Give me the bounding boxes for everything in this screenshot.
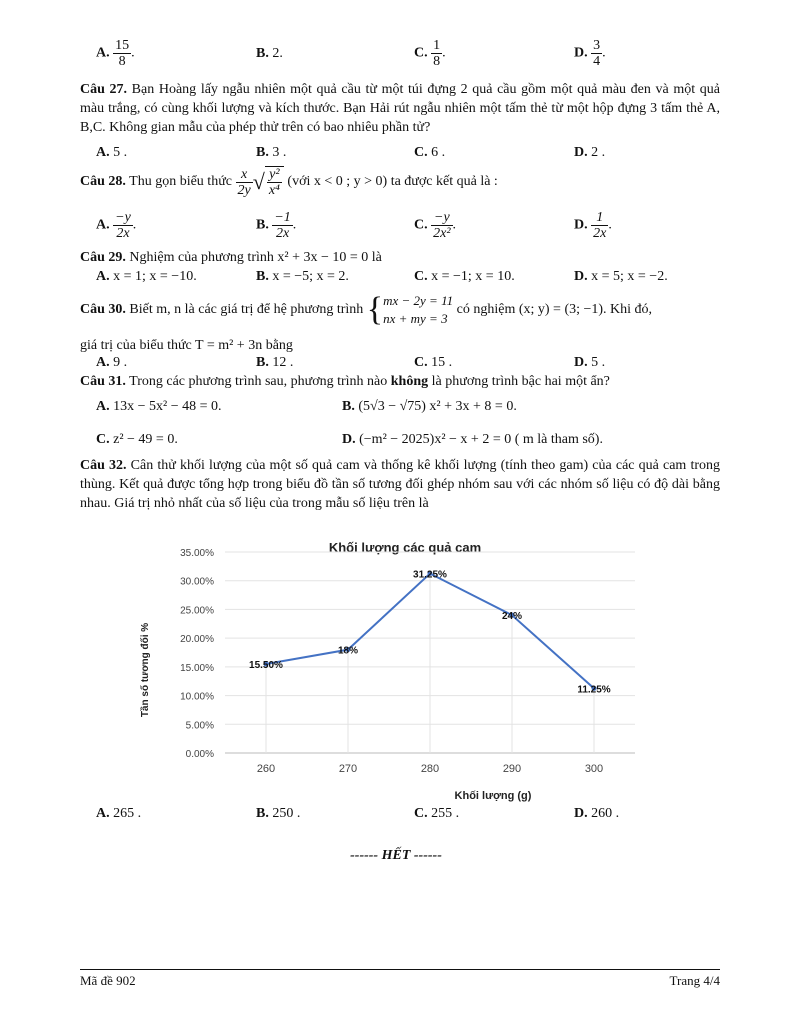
chart-xtick: 260	[256, 763, 276, 775]
end-marker: ------ HẾT ------	[350, 848, 442, 863]
chart-data-label: 24%	[501, 611, 523, 623]
chart-ytick: 15.00%	[180, 662, 214, 674]
q28-option-c: C. $\frac{-y}{\text{2x²}}$ .	[414, 210, 457, 241]
q28-option-d: D. $\frac{1}{2x}$ .	[574, 210, 612, 241]
chart-data-label: 15.50%	[249, 659, 283, 671]
q28-option-a: A. $\frac{-y}{2x}$ .	[96, 210, 137, 241]
q29-option-d: D. x = 5; x = −2.	[574, 269, 668, 284]
q31-option-d: D. (−m² − 2025)x² − x + 2 = 0 ( m là tham số).	[342, 432, 603, 447]
q26-option-d: D. $\frac{3}{4}$ .	[574, 38, 606, 69]
chart-ylabel: Tần số tương đối %	[140, 622, 151, 718]
chart-xlabel: Khối lượng (g)	[454, 790, 532, 802]
q31-option-c: C. z² − 49 = 0.	[96, 432, 178, 447]
q32-option-d: D. 260 .	[574, 806, 620, 821]
footer-page: Trang 4/4	[669, 973, 720, 988]
chart-data-label: 31.25%	[413, 569, 447, 581]
q26-option-c: C. $\frac{1}{8}$ .	[414, 38, 446, 69]
chart-xtick: 290	[502, 763, 522, 775]
q30-option-c: C. 15 .	[414, 355, 453, 370]
q29-option-a: A. x = 1; x = −10.	[96, 269, 197, 284]
chart-ytick: 5.00%	[185, 720, 214, 732]
q31-option-a: A. 13x − 5x² − 48 = 0.	[96, 399, 222, 414]
q27-option-d: D. 2 .	[574, 145, 606, 160]
chart	[130, 530, 650, 810]
q27-option-a: A. 5 .	[96, 145, 128, 160]
chart-title: Khối lượng các quả cam	[328, 540, 482, 555]
q30-text: Câu 30. Biết m, n là các giá trị để hệ phương trình {mx − 2y = 11 nx + my = 3 có nghiệm (x; y) = (3; −1). Khi đó,	[80, 291, 653, 328]
chart-xtick: 280	[420, 763, 440, 775]
q27-option-c: C. 6 .	[414, 145, 446, 160]
q32-option-c: C. 255 .	[414, 806, 460, 821]
q32-text: Câu 32. Cân thử khối lượng của một số quả cam và thống kê khối lượng (tính theo gam) của các quả cam trong thùng. Kết quả được tổng hợp trong biểu đồ tần số tương đối ghép nhóm sau với các nhóm số liệu có độ dài bằng nhau. Giá trị nhỏ nhất của số liệu của trong mẫu số liệu trên là	[80, 458, 720, 511]
q27-text: Câu 27. Bạn Hoàng lấy ngẫu nhiên một quả cầu từ một túi đựng 2 quả cầu gồm một quả màu đen và một quả màu trắng, có cùng khối lượng và kích thước. Bạn Hải rút ngẫu nhiên một tấm thẻ từ một hộp đựng 3 tấm thẻ A, B,C. Không gian mẫu của phép thử trên có bao nhiêu phần tử?	[80, 82, 720, 135]
q26-option-b: B. 2.	[256, 46, 283, 61]
q32-option-b: B. 250 .	[256, 806, 301, 821]
q31-text: Câu 31. Trong các phương trình sau, phương trình nào không là phương trình bậc hai một ẩn?	[80, 374, 610, 389]
q28-option-b: B. $\frac{-1}{2x}$ .	[256, 210, 297, 241]
chart-ytick: 35.00%	[180, 548, 214, 559]
q29-text: Câu 29. Nghiệm của phương trình x² + 3x − 10 = 0 là	[80, 250, 382, 265]
q32-option-a: A. 265 .	[96, 806, 142, 821]
q27-option-b: B. 3 .	[256, 145, 287, 160]
footer	[80, 969, 720, 989]
q30-line2: giá trị của biểu thức T = m² + 3n bằng	[80, 338, 293, 353]
chart-data-label: 11.25%	[577, 684, 611, 696]
q29-option-b: B. x = −5; x = 2.	[256, 269, 349, 284]
chart-xtick: 270	[338, 763, 358, 775]
q28-text: Câu 28. Thu gọn biểu thức $\frac{x}{2y}$ √ $\frac{\text{y²}}{\text{x⁴}}$ (với x < 0 ; y > 0) ta được kết quả là :	[80, 166, 498, 198]
q30-option-a: A. 9 .	[96, 355, 128, 370]
q31-option-b: B. (5√3 − √75) x² + 3x + 8 = 0.	[342, 399, 517, 414]
chart-ytick: 20.00%	[180, 634, 214, 646]
q29-option-c: C. x = −1; x = 10.	[414, 269, 515, 284]
footer-code: Mã đề 902	[80, 973, 136, 988]
chart-ytick: 10.00%	[180, 691, 214, 703]
chart-ytick: 30.00%	[180, 576, 214, 588]
q30-option-b: B. 12 .	[256, 355, 294, 370]
q26-option-a: A. $\frac{15}{8}$ .	[96, 38, 135, 69]
q30-option-d: D. 5 .	[574, 355, 606, 370]
chart-xtick: 300	[584, 763, 604, 775]
chart-ytick: 25.00%	[180, 605, 214, 617]
chart-ytick: 0.00%	[185, 749, 214, 760]
chart-data-label: 18%	[337, 645, 359, 657]
